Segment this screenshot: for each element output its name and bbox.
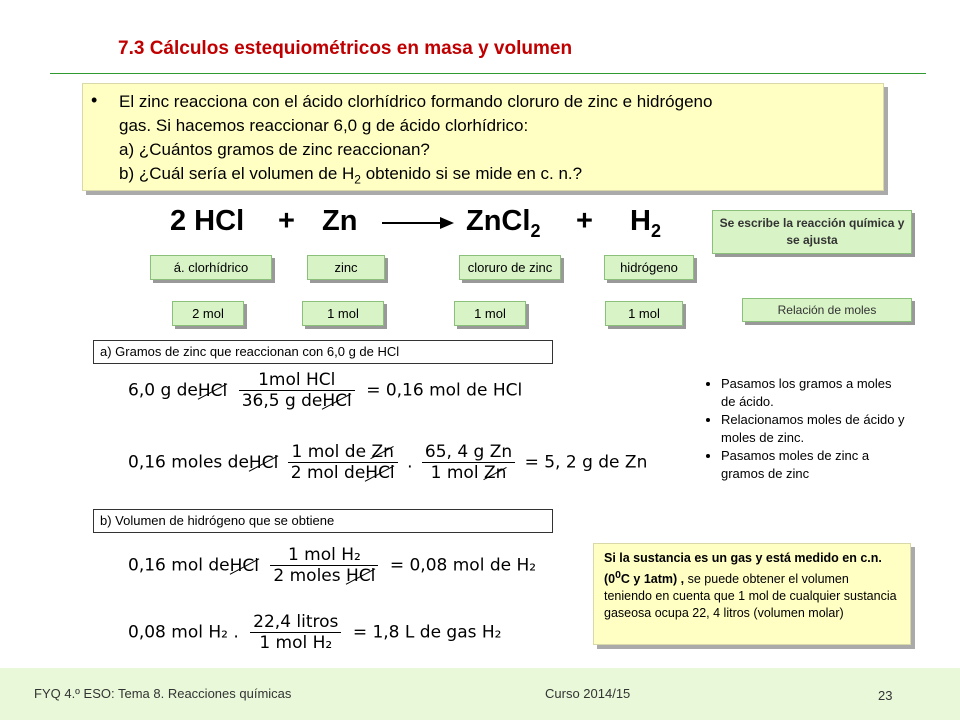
plus-sign: +	[576, 205, 593, 237]
molar-volume-note: Si la sustancia es un gas y está medido en c.n. ($0^0C$ y 1atm) , se puede obtener el volumen teniendo en cuenta que 1 mol de cualquier sustancia gaseosa ocupa 22, 4 litros (volumen molar)	[593, 543, 911, 645]
calc-volume-h2: 0,08 mol H₂ . $\frac{\text{22,4 litros}}{\text{1 mol H₂}}$ = 1,8 L de gas H₂	[128, 612, 502, 653]
note-mole-ratio: Relación de moles	[742, 298, 912, 322]
moles-h2: 1 mol	[605, 301, 683, 326]
problem-line-1: El zinc reacciona con el ácido clorhídrico formando cloruro de zinc e hidrógeno	[119, 92, 713, 111]
footer-school-year: Curso 2014/15	[545, 686, 631, 701]
product-zncl2: ZnCl$_2$	[466, 205, 541, 241]
bullet: •	[91, 90, 98, 110]
name-hydrogen: hidrógeno	[604, 255, 694, 280]
moles-zncl2: 1 mol	[454, 301, 526, 326]
plus-sign: +	[278, 205, 295, 237]
problem-statement	[82, 83, 884, 191]
part-a-heading: a) Gramos de zinc que reaccionan con 6,0 g de HCl	[93, 340, 553, 364]
note-balance-reaction: Se escribe la reacción química y se ajusta	[712, 210, 912, 254]
problem-line-3: a) ¿Cuántos gramos de zinc reaccionan?	[119, 140, 430, 159]
problem-line-4: b) ¿Cuál sería el volumen de $H_2$ obtenido si se mide en c. n.?	[119, 164, 583, 187]
title-divider	[50, 73, 926, 74]
product-h2: $H_2$	[630, 205, 661, 241]
step-item: • Pasamos los gramos a moles de ácido.	[721, 375, 905, 411]
footer-course-info: FYQ 4.º ESO: Tema 8. Reacciones químicas	[34, 686, 292, 701]
calc-moles-h2: 0,16 mol deHCl $\frac{\text{1 mol H₂}}{\text{2 moles HCl}}$ = 0,08 mol de H₂	[128, 545, 537, 586]
name-hcl: á. clorhídrico	[150, 255, 272, 280]
moles-hcl: 2 mol	[172, 301, 244, 326]
name-zinc: zinc	[307, 255, 385, 280]
calc-grams-to-moles: 6,0 g deHCl $\frac{\text{1mol HCl}}{\text{36,5 g deHCl}}$ = 0,16 mol de HCl	[128, 370, 523, 411]
name-zinc-chloride: cloruro de zinc	[459, 255, 561, 280]
problem-line-2: gas. Si hacemos reaccionar 6,0 g de ácido clorhídrico:	[119, 116, 529, 135]
page-title: 7.3 Cálculos estequiométricos en masa y volumen	[118, 38, 573, 59]
reactant-hcl: 2 HCl	[170, 205, 245, 237]
step-item: • Relacionamos moles de ácido y moles de zinc.	[721, 411, 905, 447]
page-number: 23	[878, 688, 893, 703]
moles-zn: 1 mol	[302, 301, 384, 326]
reactant-zn: Zn	[322, 205, 358, 237]
step-item: • Pasamos moles de zinc a gramos de zinc	[721, 447, 905, 483]
part-b-heading: b) Volumen de hidrógeno que se obtiene	[93, 509, 553, 533]
reaction-arrow-icon	[380, 215, 456, 231]
calc-moles-to-zinc: 0,16 moles deHCl $\frac{\text{1 mol de Zn}}{\text{2 mol deHCl}}$ . $\frac{\text{65, 4 g Zn}}{\text{1 mol Zn}}$ = 5, 2 g de Zn	[128, 442, 648, 483]
steps-list	[705, 375, 905, 483]
